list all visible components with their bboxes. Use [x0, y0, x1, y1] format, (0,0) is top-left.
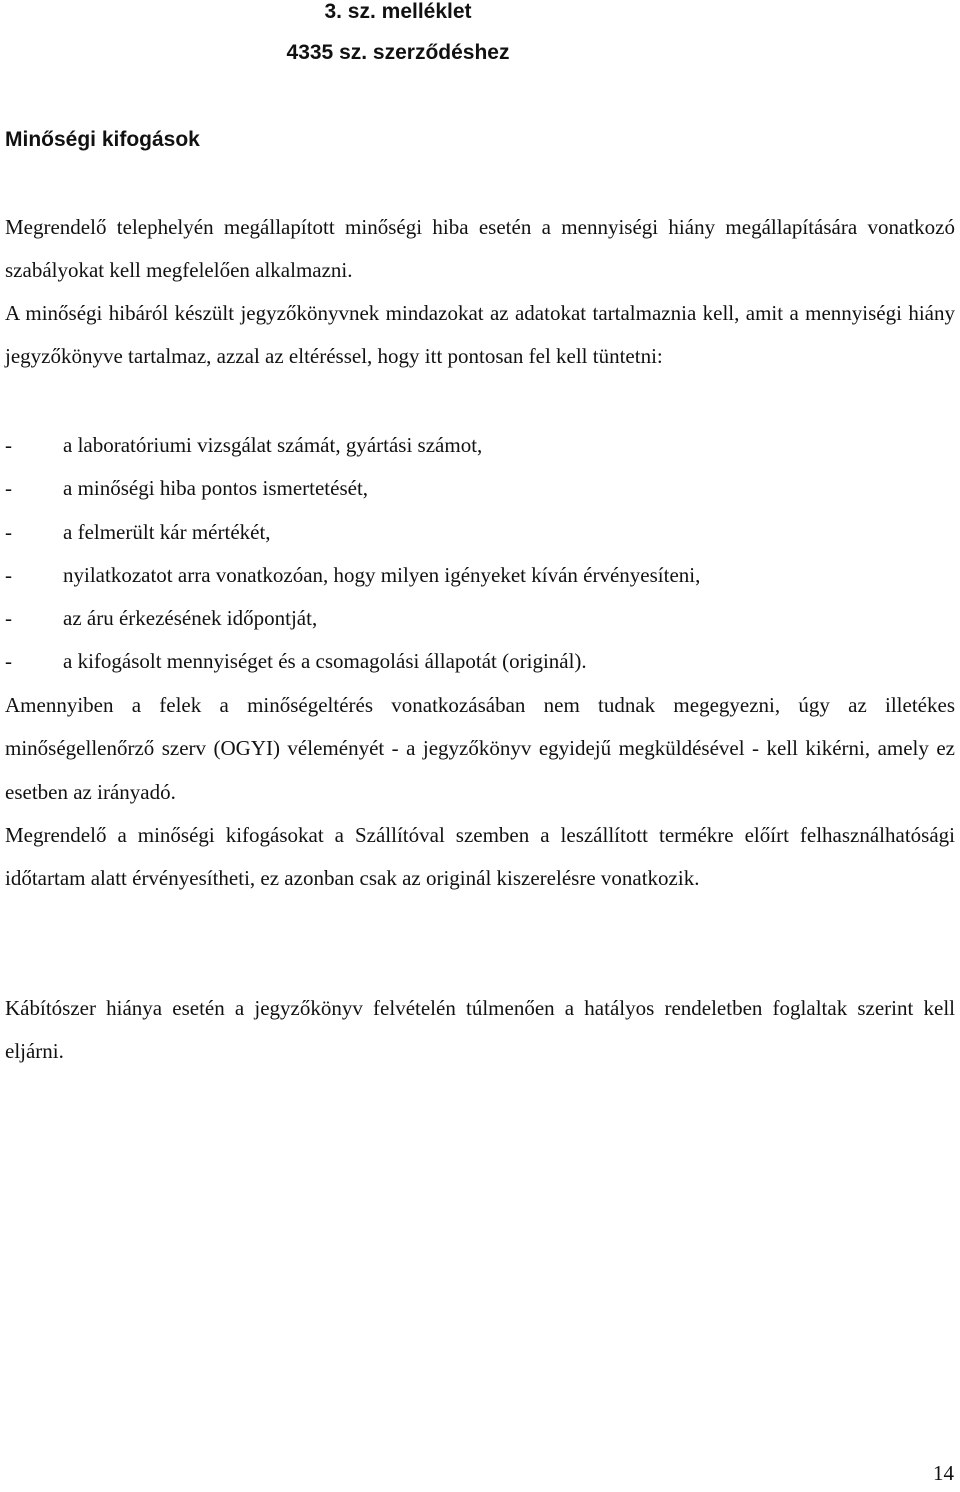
paragraph-dispute-resolution: Amennyiben a felek a minőségeltérés vonatkozásában nem tudnak megegyezni, úgy az illetékes minőségellenőrző szerv (OGYI) véleményét - a jegyzőkönyv egyidejű megküldésével - kell kikérni, amely ez esetben az irányadó. [5, 693, 955, 804]
annex-title: 3. sz. melléklet [324, 0, 472, 23]
list-item-text: az áru érkezésének időpontját, [63, 606, 318, 631]
list-item [5, 554, 955, 597]
list-item [5, 640, 955, 683]
paragraph-claim-period: Megrendelő a minőségi kifogásokat a Szállítóval szemben a leszállított termékre előírt felhasználhatósági időtartam alatt érvényesítheti, ez azonban csak az originál kiszerelésre vonatkozik. [5, 823, 955, 891]
list-item-text: a kifogásolt mennyiséget és a csomagolási állapotát (originál). [63, 649, 587, 674]
list-dash: - [5, 433, 12, 457]
list-item-text: a minőségi hiba pontos ismertetését, [63, 476, 369, 501]
paragraph-defect-rules: Megrendelő telephelyén megállapított minőségi hiba esetén a mennyiségi hiány megállapítására vonatkozó szabályokat kell megfelelően alkalmazni. [5, 215, 955, 283]
required-items-list [5, 424, 955, 684]
list-item [5, 597, 955, 640]
list-dash: - [5, 606, 12, 631]
list-dash: - [5, 562, 12, 587]
contract-reference: 4335 sz. szerződéshez [286, 41, 510, 64]
paragraph-narcotics: Kábítószer hiánya esetén a jegyzőkönyv felvételén túlmenően a hatályos rendeletben foglaltak szerint kell eljárni. [5, 996, 955, 1064]
list-item [5, 467, 955, 510]
list-dash: - [5, 476, 12, 501]
list-dash: - [5, 649, 12, 674]
page-number: 14 [933, 1461, 954, 1485]
section-title: Minőségi kifogások [5, 128, 200, 151]
list-dash: - [5, 519, 12, 544]
list-item [5, 511, 955, 554]
list-item [5, 424, 955, 467]
paragraph-protocol-content: A minőségi hibáról készült jegyzőkönyvnek mindazokat az adatokat tartalmaznia kell, amit a mennyiségi hiány jegyzőkönyve tartalmaz, azzal az eltéréssel, hogy itt pontosan fel kell tüntetni: [5, 301, 955, 369]
list-item-text: nyilatkozatot arra vonatkozóan, hogy milyen igényeket kíván érvényesíteni, [63, 562, 701, 587]
list-item-text: a felmerült kár mértékét, [63, 519, 271, 544]
list-item-text: a laboratóriumi vizsgálat számát, gyártási számot, [63, 433, 483, 457]
